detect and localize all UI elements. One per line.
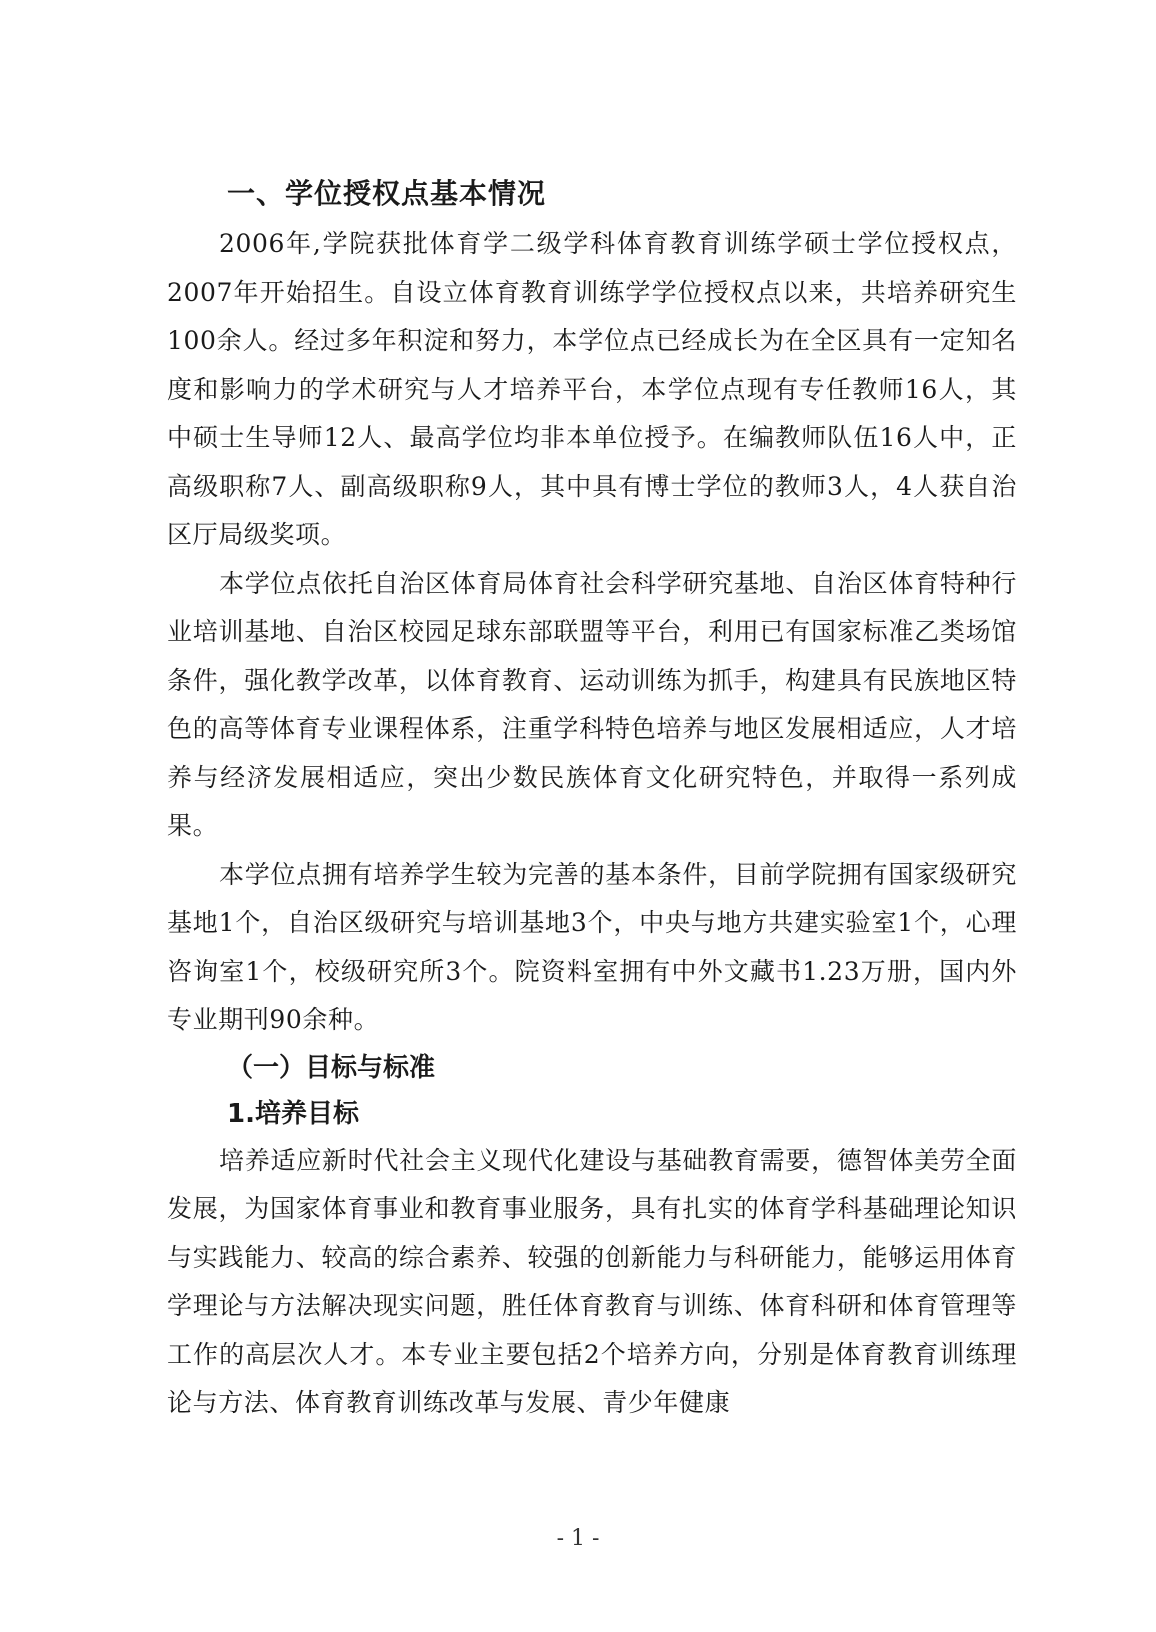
- document-body: [167, 168, 1017, 1428]
- section-heading: （一）目标与标准: [227, 1052, 436, 1083]
- main-heading: 一、学位授权点基本情况: [227, 177, 547, 210]
- paragraph-objectives: 培养适应新时代社会主义现代化建设与基础教育需要，德智体美劳全面发展，为国家体育事业和教育事业服务，具有扎实的体育学科基础理论知识与实践能力、较高的综合素养、较强的创新能力与科研能力，能够运用体育学理论与方法解决现实问题，胜任体育教育与训练、体育科研和体育管理等工作的高层次人才。本专业主要包括2个培养方向，分别是体育教育训练理论与方法、体育教育训练改革与发展、青少年健康: [167, 1145, 1017, 1417]
- paragraph-overview: 2006年,学院获批体育学二级学科体育教育训练学硕士学位授权点，2007年开始招生。自设立体育教育训练学学位授权点以来，共培养研究生100余人。经过多年积淀和努力，本学位点已经成长为在全区具有一定知名度和影响力的学术研究与人才培养平台，本学位点现有专任教师16人，其中硕士生导师12人、最高学位均非本单位授予。在编教师队伍16人中，正高级职称7人、副高级职称9人，其中具有博士学位的教师3人，4人获自治区厅局级奖项。: [167, 229, 1017, 549]
- subsection-heading: 1.培养目标: [227, 1098, 359, 1129]
- page-number: - 1 -: [556, 1526, 600, 1551]
- paragraph-platforms: 本学位点依托自治区体育局体育社会科学研究基地、自治区体育特种行业培训基地、自治区校园足球东部联盟等平台，利用已有国家标准乙类场馆条件，强化教学改革，以体育教育、运动训练为抓手，构建具有民族地区特色的高等体育专业课程体系，注重学科特色培养与地区发展相适应，人才培养与经济发展相适应，突出少数民族体育文化研究特色，并取得一系列成果。: [167, 568, 1017, 840]
- paragraph-conditions: 本学位点拥有培养学生较为完善的基本条件，目前学院拥有国家级研究基地1个，自治区级研究与培训基地3个，中央与地方共建实验室1个，心理咨询室1个，校级研究所3个。院资料室拥有中外文藏书1.23万册，国内外专业期刊90余种。: [167, 859, 1017, 1034]
